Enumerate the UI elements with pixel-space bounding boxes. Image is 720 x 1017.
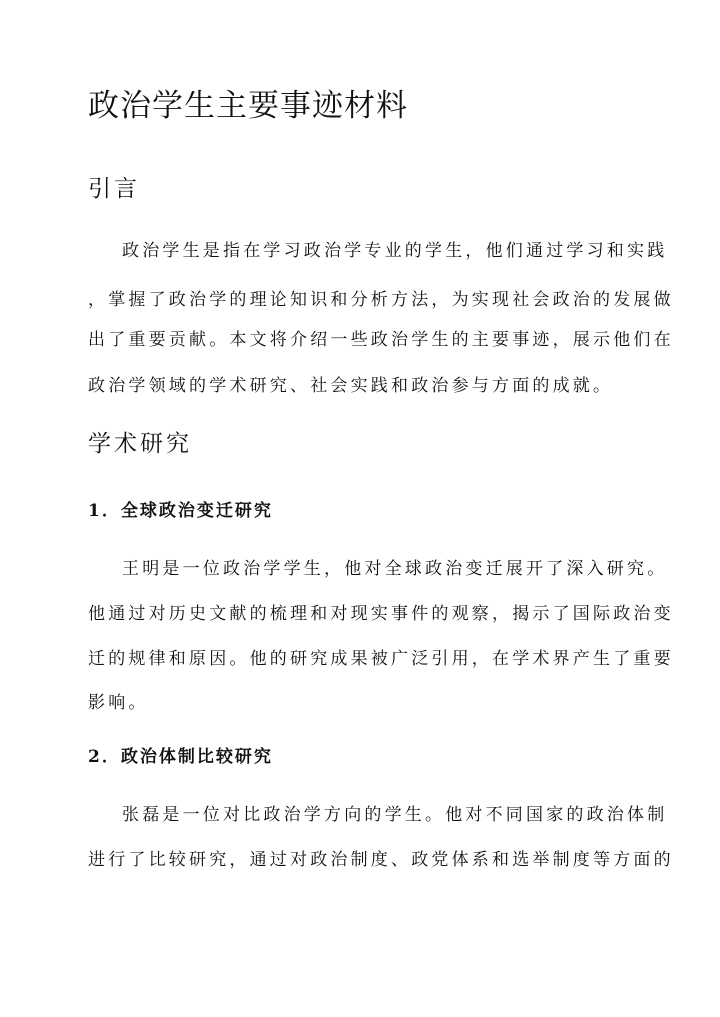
academic-heading: 学术研究 bbox=[88, 431, 192, 457]
paragraph-line: 影响。 bbox=[88, 693, 149, 713]
paragraph-line: 出了重要贡献。本文将介绍一些政治学生的主要事迹，展示他们在 bbox=[88, 330, 674, 350]
paragraph-line: 进行了比较研究，通过对政治制度、政党体系和选举制度等方面的 bbox=[88, 850, 674, 870]
subsection-heading-political-systems: 2．政治体制比较研究 bbox=[88, 747, 273, 767]
document-title: 政治学生主要事迹材料 bbox=[88, 88, 408, 124]
paragraph-line: 他通过对历史文献的梳理和对现实事件的观察，揭示了国际政治变 bbox=[88, 604, 674, 624]
paragraph-line: 政治学生是指在学习政治学专业的学生，他们通过学习和实践 bbox=[122, 241, 668, 261]
intro-heading: 引言 bbox=[88, 176, 140, 202]
paragraph-line: 王明是一位政治学学生，他对全球政治变迁展开了深入研究。 bbox=[122, 559, 668, 579]
paragraph-line: 政治学领域的学术研究、社会实践和政治参与方面的成就。 bbox=[88, 376, 614, 396]
paragraph-line: ，掌握了政治学的理论知识和分析方法，为实现社会政治的发展做 bbox=[88, 290, 674, 310]
subsection-heading-global-politics: 1．全球政治变迁研究 bbox=[88, 501, 273, 521]
paragraph-line: 张磊是一位对比政治学方向的学生。他对不同国家的政治体制 bbox=[122, 805, 668, 825]
paragraph-line: 迁的规律和原因。他的研究成果被广泛引用，在学术界产生了重要 bbox=[88, 649, 674, 669]
